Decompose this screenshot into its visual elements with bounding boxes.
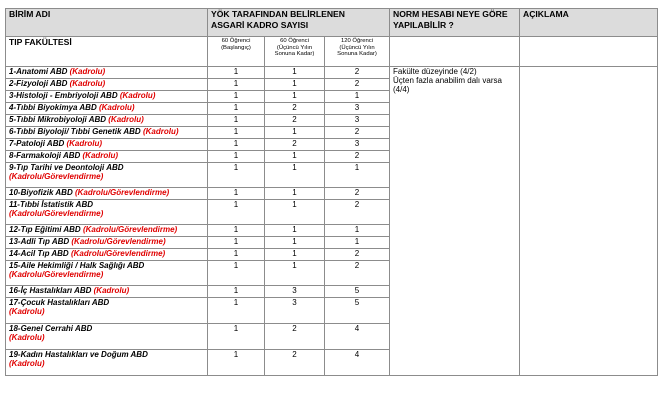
department-name-cell bbox=[6, 350, 208, 376]
staffing-type-tag: (Kadrolu/Görevlendirme) bbox=[9, 209, 104, 218]
count-120-third-year-cell: 2 bbox=[325, 79, 390, 91]
count-120-third-year-cell: 5 bbox=[325, 286, 390, 298]
count-60-third-year-cell: 2 bbox=[265, 350, 325, 376]
norm-note-line-1: Fakülte düzeyinde (4/2) bbox=[393, 67, 477, 76]
col3-line-2: (Üçüncü Yılın bbox=[339, 44, 375, 51]
staffing-type-tag: (Kadrolu) bbox=[93, 286, 130, 295]
count-120-third-year-cell: 1 bbox=[325, 163, 390, 188]
staffing-type-tag: (Kadrolu/Görevlendirme) bbox=[9, 270, 104, 279]
department-name-cell bbox=[6, 67, 208, 79]
count-60-third-year-cell: 1 bbox=[265, 225, 325, 237]
staffing-type-tag: (Kadrolu) bbox=[142, 127, 179, 136]
department-name-cell bbox=[6, 103, 208, 115]
staffing-type-tag: (Kadrolu) bbox=[119, 91, 156, 100]
department-name: 16-İç Hastalıkları ABD bbox=[9, 286, 94, 295]
department-name: 6-Tıbbi Biyoloji/ Tıbbi Genetik ABD bbox=[9, 127, 143, 136]
count-60-start-cell: 1 bbox=[208, 115, 265, 127]
count-60-start-cell: 1 bbox=[208, 151, 265, 163]
count-120-third-year-cell: 5 bbox=[325, 298, 390, 324]
department-name: 4-Tıbbi Biyokimya ABD bbox=[9, 103, 99, 112]
count-120-third-year-cell: 4 bbox=[325, 350, 390, 376]
col1-line-1: 60 Öğrenci bbox=[221, 38, 251, 44]
count-120-third-year-cell: 2 bbox=[325, 127, 390, 139]
department-name: 15-Aile Hekimliği / Halk Sağlığı ABD bbox=[9, 261, 145, 270]
count-60-third-year-cell: 1 bbox=[265, 79, 325, 91]
col2-line-1: 60 Öğrenci bbox=[280, 38, 309, 44]
count-60-start-cell: 1 bbox=[208, 127, 265, 139]
count-60-third-year-cell: 3 bbox=[265, 286, 325, 298]
count-60-third-year-cell: 2 bbox=[265, 139, 325, 151]
staffing-type-tag: (Kadrolu/Görevlendirme) bbox=[71, 237, 166, 246]
department-name: 18-Genel Cerrahi ABD bbox=[9, 324, 93, 333]
count-60-start-cell: 1 bbox=[208, 188, 265, 200]
staffing-type-tag: (Kadrolu/Görevlendirme) bbox=[9, 172, 104, 181]
department-name-cell bbox=[6, 324, 208, 350]
staffing-type-tag: (Kadrolu) bbox=[9, 359, 45, 368]
staffing-type-tag: (Kadrolu) bbox=[69, 67, 106, 76]
count-120-third-year-cell: 3 bbox=[325, 139, 390, 151]
col-60-third-year-header bbox=[265, 37, 325, 67]
norm-header-line-1: NORM HESABI NEYE GÖRE bbox=[393, 9, 508, 19]
department-name-cell bbox=[6, 115, 208, 127]
department-name: 2-Fizyoloji ABD bbox=[9, 79, 70, 88]
count-60-third-year-cell: 1 bbox=[265, 67, 325, 79]
department-name: 3-Histoloji - Embriyoloji ABD bbox=[9, 91, 120, 100]
count-120-third-year-cell: 3 bbox=[325, 115, 390, 127]
count-60-third-year-cell: 1 bbox=[265, 151, 325, 163]
count-60-start-cell: 1 bbox=[208, 249, 265, 261]
description-cell bbox=[520, 67, 658, 376]
department-name: 12-Tıp Eğitimi ABD bbox=[9, 225, 83, 234]
count-60-third-year-cell: 2 bbox=[265, 324, 325, 350]
department-name-cell bbox=[6, 139, 208, 151]
department-name-cell bbox=[6, 151, 208, 163]
count-60-third-year-cell: 1 bbox=[265, 237, 325, 249]
department-name: 1-Anatomi ABD bbox=[9, 67, 70, 76]
description-blank-cell bbox=[520, 37, 658, 67]
count-60-start-cell: 1 bbox=[208, 139, 265, 151]
count-60-third-year-cell: 1 bbox=[265, 200, 325, 225]
yok-header-line-2: ASGARİ KADRO SAYISI bbox=[211, 20, 309, 30]
department-name-cell bbox=[6, 286, 208, 298]
col2-line-3: Sonuna Kadar) bbox=[274, 51, 315, 58]
col3-line-1: 120 Öğrenci bbox=[340, 38, 374, 44]
unit-name-header: BİRİM ADI bbox=[6, 9, 208, 37]
norm-basis-header bbox=[390, 9, 520, 37]
count-120-third-year-cell: 3 bbox=[325, 103, 390, 115]
department-name: 8-Farmakoloji ABD bbox=[9, 151, 83, 160]
col3-line-3: Sonuna Kadar) bbox=[337, 51, 377, 58]
staffing-type-tag: (Kadrolu) bbox=[82, 151, 119, 160]
header-row bbox=[6, 9, 658, 37]
count-120-third-year-cell: 2 bbox=[325, 67, 390, 79]
count-120-third-year-cell: 4 bbox=[325, 324, 390, 350]
staffing-type-tag: (Kadrolu) bbox=[98, 103, 135, 112]
count-60-start-cell: 1 bbox=[208, 225, 265, 237]
staffing-type-tag: (Kadrolu/Görevlendirme) bbox=[82, 225, 178, 234]
norm-blank-cell bbox=[390, 37, 520, 67]
department-name: 7-Patoloji ABD bbox=[9, 139, 67, 148]
staffing-type-tag: (Kadrolu) bbox=[69, 79, 106, 88]
department-name-cell bbox=[6, 298, 208, 324]
department-name-cell bbox=[6, 91, 208, 103]
yok-minimum-staff-header bbox=[208, 9, 390, 37]
count-60-third-year-cell: 1 bbox=[265, 188, 325, 200]
department-name: 11-Tıbbi İstatistik ABD bbox=[9, 200, 94, 209]
department-name-cell bbox=[6, 200, 208, 225]
staffing-type-tag: (Kadrolu) bbox=[108, 115, 144, 124]
yok-header-line-1: YÖK TARAFINDAN BELİRLENEN bbox=[211, 9, 345, 19]
norm-basis-note bbox=[390, 67, 520, 376]
count-60-start-cell: 1 bbox=[208, 163, 265, 188]
norm-note-line-3: (4/4) bbox=[393, 85, 410, 94]
col-120-third-year-header bbox=[325, 37, 390, 67]
count-120-third-year-cell: 2 bbox=[325, 200, 390, 225]
count-60-third-year-cell: 1 bbox=[265, 163, 325, 188]
description-header: AÇIKLAMA bbox=[520, 9, 658, 37]
subheader-row bbox=[6, 37, 658, 67]
count-60-start-cell: 1 bbox=[208, 67, 265, 79]
count-60-start-cell: 1 bbox=[208, 103, 265, 115]
department-name-cell bbox=[6, 188, 208, 200]
department-name-cell bbox=[6, 79, 208, 91]
department-name: 5-Tıbbi Mikrobiyoloji ABD bbox=[9, 115, 109, 124]
faculty-label: TIP FAKÜLTESİ bbox=[6, 37, 208, 67]
norm-header-line-2: YAPILABİLİR ? bbox=[393, 20, 454, 30]
department-name: 17-Çocuk Hastalıkları ABD bbox=[9, 298, 110, 307]
count-120-third-year-cell: 2 bbox=[325, 249, 390, 261]
department-name-cell bbox=[6, 225, 208, 237]
department-name: 10-Biyofizik ABD bbox=[9, 188, 75, 197]
count-120-third-year-cell: 2 bbox=[325, 151, 390, 163]
norm-note-line-2: Üçten fazla anabilim dalı varsa bbox=[393, 76, 502, 85]
count-60-third-year-cell: 1 bbox=[265, 127, 325, 139]
count-60-start-cell: 1 bbox=[208, 298, 265, 324]
department-name-cell bbox=[6, 249, 208, 261]
department-row bbox=[6, 67, 658, 79]
count-120-third-year-cell: 2 bbox=[325, 188, 390, 200]
count-120-third-year-cell: 1 bbox=[325, 237, 390, 249]
count-60-third-year-cell: 2 bbox=[265, 115, 325, 127]
count-60-third-year-cell: 1 bbox=[265, 249, 325, 261]
count-120-third-year-cell: 1 bbox=[325, 225, 390, 237]
count-60-start-cell: 1 bbox=[208, 261, 265, 286]
department-name: 19-Kadın Hastalıkları ve Doğum ABD bbox=[9, 350, 148, 359]
department-name: 14-Acil Tıp ABD bbox=[9, 249, 71, 258]
department-name: 13-Adli Tıp ABD bbox=[9, 237, 72, 246]
staffing-type-tag: (Kadrolu) bbox=[66, 139, 103, 148]
department-name: 9-Tıp Tarihi ve Deontoloji ABD bbox=[9, 163, 124, 172]
count-120-third-year-cell: 1 bbox=[325, 91, 390, 103]
count-60-start-cell: 1 bbox=[208, 79, 265, 91]
staffing-type-tag: (Kadrolu/Görevlendirme) bbox=[70, 249, 166, 258]
count-60-start-cell: 1 bbox=[208, 237, 265, 249]
col1-line-2: (Başlangıç) bbox=[221, 44, 251, 51]
count-60-start-cell: 1 bbox=[208, 324, 265, 350]
count-60-third-year-cell: 1 bbox=[265, 91, 325, 103]
staffing-type-tag: (Kadrolu) bbox=[9, 307, 45, 316]
col-60-start-header bbox=[208, 37, 265, 67]
department-name-cell bbox=[6, 261, 208, 286]
department-name-cell bbox=[6, 237, 208, 249]
count-60-start-cell: 1 bbox=[208, 91, 265, 103]
count-60-start-cell: 1 bbox=[208, 200, 265, 225]
count-60-third-year-cell: 1 bbox=[265, 261, 325, 286]
department-name-cell bbox=[6, 163, 208, 188]
count-60-third-year-cell: 3 bbox=[265, 298, 325, 324]
staffing-table bbox=[5, 8, 658, 376]
count-60-start-cell: 1 bbox=[208, 286, 265, 298]
count-60-third-year-cell: 2 bbox=[265, 103, 325, 115]
count-60-start-cell: 1 bbox=[208, 350, 265, 376]
department-name-cell bbox=[6, 127, 208, 139]
staffing-type-tag: (Kadrolu) bbox=[9, 333, 45, 342]
staffing-type-tag: (Kadrolu/Görevlendirme) bbox=[74, 188, 170, 197]
count-120-third-year-cell: 2 bbox=[325, 261, 390, 286]
col2-line-2: (Üçüncü Yılın bbox=[276, 44, 313, 51]
